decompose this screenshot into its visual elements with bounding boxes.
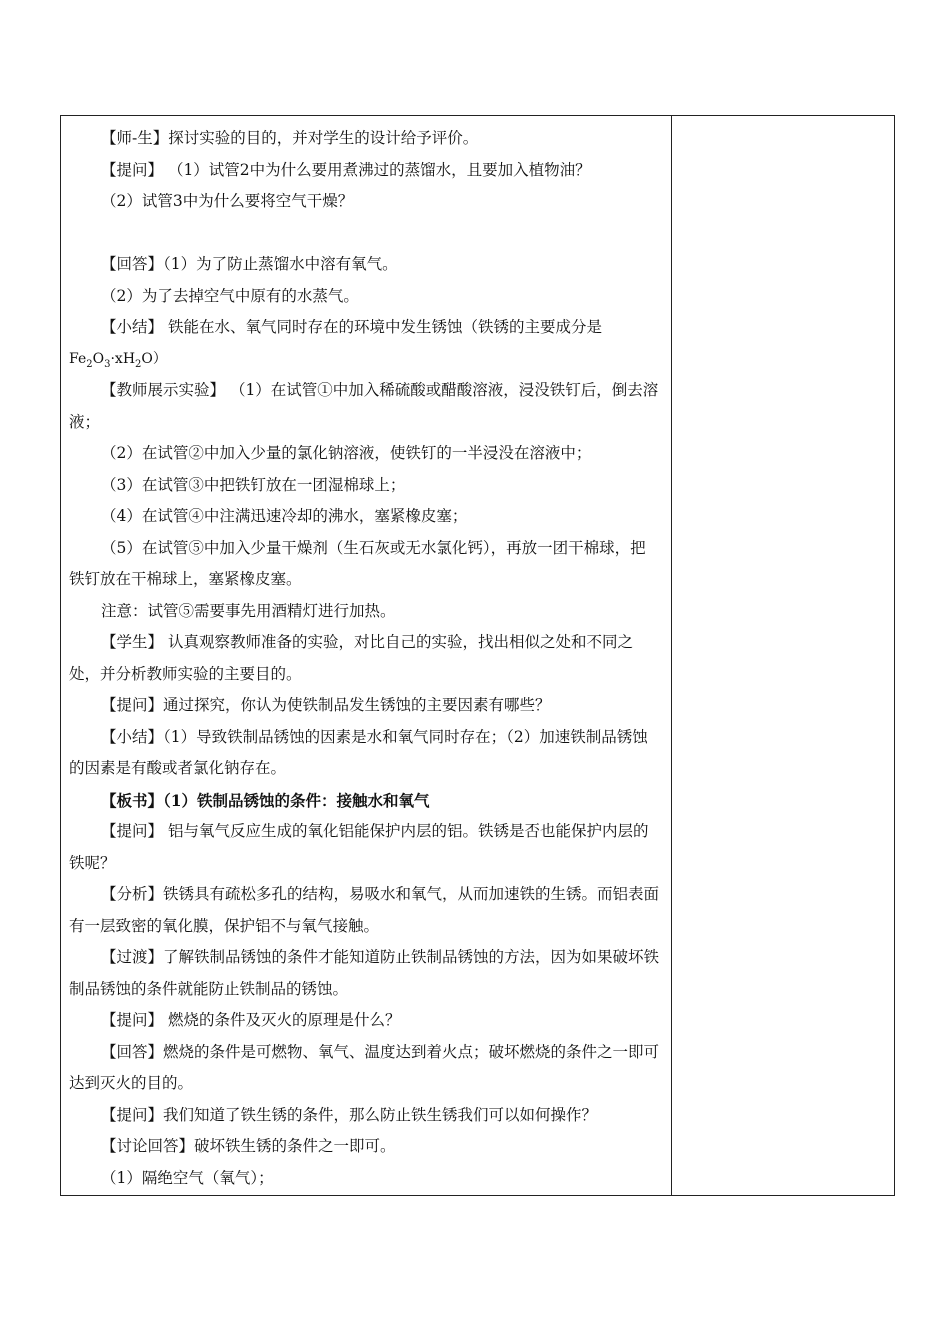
paragraph: 【教师展示实验】 （1）在试管①中加入稀硫酸或醋酸溶液，浸没铁钉后，倒去溶液； (69, 381, 659, 431)
blackboard-note: 【板书】（1）铁制品锈蚀的条件：接触水和氧气 (101, 790, 430, 810)
paragraph: 【提问】 铝与氧气反应生成的氧化铝能保护内层的铝。铁锈是否也能保护内层的铁呢？ (69, 822, 649, 872)
paragraph: 【提问】 燃烧的条件及灭火的原理是什么？ (101, 1011, 401, 1029)
paragraph: （2）为了去掉空气中原有的水蒸气。 (101, 286, 359, 305)
paragraph: 【师-生】探讨实验的目的，并对学生的设计给予评价。 (101, 129, 479, 147)
paragraph: （3）在试管③中把铁钉放在一团湿棉球上； (101, 475, 406, 494)
paragraph: 【学生】 认真观察教师准备的实验，对比自己的实验，找出相似之处和不同之处，并分析教师实验的主要目的。 (69, 633, 633, 683)
paragraph: （5）在试管⑤中加入少量干燥剂（生石灰或无水氯化钙），再放一团干棉球，把铁钉放在干棉球上，塞紧橡皮塞。 (69, 538, 646, 588)
paragraph: 【小结】 铁能在水、氧气同时存在的环境中发生锈蚀（铁锈的主要成分是 (101, 318, 602, 336)
paragraph: 【小结】（1）导致铁制品锈蚀的因素是水和氧气同时存在；（2）加速铁制品锈蚀的因素是有酸或者氯化钠存在。 (69, 727, 648, 777)
paragraph: （1）隔绝空气（氧气）； (101, 1168, 274, 1187)
paragraph: 注意：试管⑤需要事先用酒精灯进行加热。 (101, 601, 396, 620)
paragraph: 【过渡】了解铁制品锈蚀的条件才能知道防止铁制品锈蚀的方法，因为如果破坏铁制品锈蚀的条件就能防止铁制品的锈蚀。 (69, 948, 660, 998)
paragraph: （4）在试管④中注满迅速冷却的沸水，塞紧橡皮塞； (101, 507, 468, 525)
paragraph: 【提问】 （1）试管2中为什么要用煮沸过的蒸馏水，且要加入植物油？ (101, 160, 591, 179)
lesson-content-cell (69, 123, 661, 1194)
lesson-table (60, 115, 895, 1196)
paragraph: 【回答】（1）为了防止蒸馏水中溶有氧气。 (101, 255, 398, 273)
paragraph: 【提问】通过探究，你认为使铁制品发生锈蚀的主要因素有哪些？ (101, 696, 551, 714)
blank-line (69, 218, 661, 250)
paragraph: 【讨论回答】破坏铁生锈的条件之一即可。 (101, 1137, 396, 1155)
paragraph: 【回答】燃烧的条件是可燃物、氧气、温度达到着火点；破坏燃烧的条件之一即可达到灭火的目的。 (69, 1042, 660, 1092)
paragraph: 【分析】铁锈具有疏松多孔的结构，易吸水和氧气，从而加速铁的生锈。而铝表面有一层致密的氧化膜，保护铝不与氧气接触。 (69, 885, 660, 935)
paragraph: （2）试管3中为什么要将空气干燥？ (101, 192, 354, 210)
notes-cell (672, 116, 894, 1195)
paragraph: （2）在试管②中加入少量的氯化钠溶液，使铁钉的一半浸没在溶液中； (101, 444, 592, 462)
rust-formula: $Fe_2O_3\cdot xH_2O$） (69, 350, 167, 370)
paragraph: 【提问】我们知道了铁生锈的条件，那么防止铁生锈我们可以如何操作？ (101, 1105, 598, 1124)
